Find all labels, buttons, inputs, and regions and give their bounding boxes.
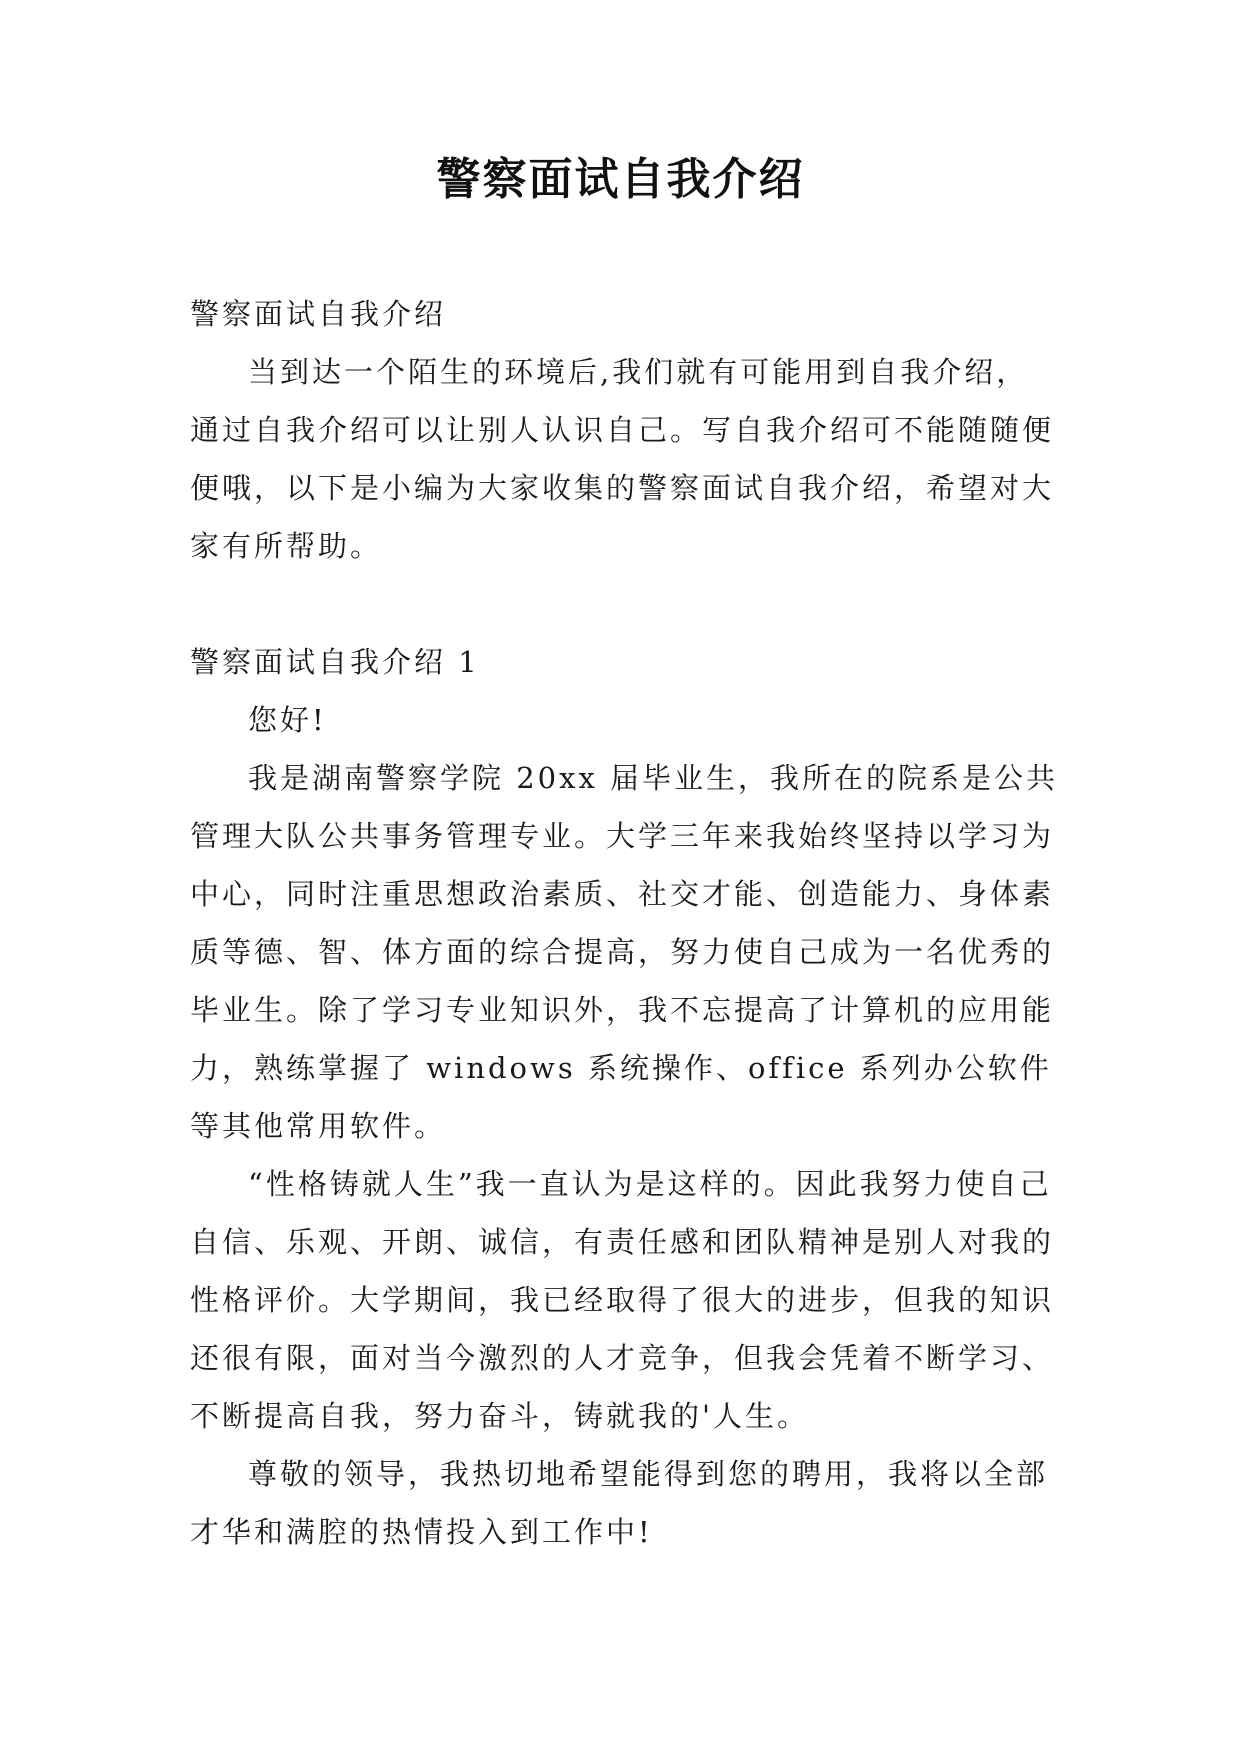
paragraph-1: 我是湖南警察学院 20xx 届毕业生，我所在的院系是公共管理大队公共事务管理专业。大学三年来我始终坚持以学习为中心，同时注重思想政治素质、社交才能、创造能力、身体素质等德、智、体方面的综合提高，努力使自己成为一名优秀的毕业生。除了学习专业知识外，我不忘提高了计算机的应用能力，熟练掌握了 windows 系统操作、office 系列办公软件等其他常用软件。 bbox=[190, 761, 1059, 1143]
paragraph-2: “性格铸就人生”我一直认为是这样的。因此我努力使自己自信、乐观、开朗、诚信，有责任感和团队精神是别人对我的性格评价。大学期间，我已经取得了很大的进步，但我的知识还很有限，面对当今激烈的人才竞争，但我会凭着不断学习、不断提高自我，努力奋斗，铸就我的'人生。 bbox=[190, 1167, 1055, 1433]
section-1-heading: 警察面试自我介绍 1 bbox=[190, 645, 480, 679]
intro-paragraph: 当到达一个陌生的环境后,我们就有可能用到自我介绍，通过自我介绍可以让别人认识自己。写自我介绍可不能随随便便哦，以下是小编为大家收集的警察面试自我介绍，希望对大家有所帮助。 bbox=[190, 355, 1055, 563]
greeting: 您好! bbox=[248, 703, 327, 737]
document-body bbox=[190, 285, 1060, 1561]
document-title: 警察面试自我介绍 bbox=[436, 154, 805, 205]
intro-heading: 警察面试自我介绍 bbox=[190, 297, 447, 331]
paragraph-3: 尊敬的领导，我热切地希望能得到您的聘用，我将以全部才华和满腔的热情投入到工作中! bbox=[190, 1457, 1049, 1549]
section-spacer bbox=[190, 575, 1060, 633]
